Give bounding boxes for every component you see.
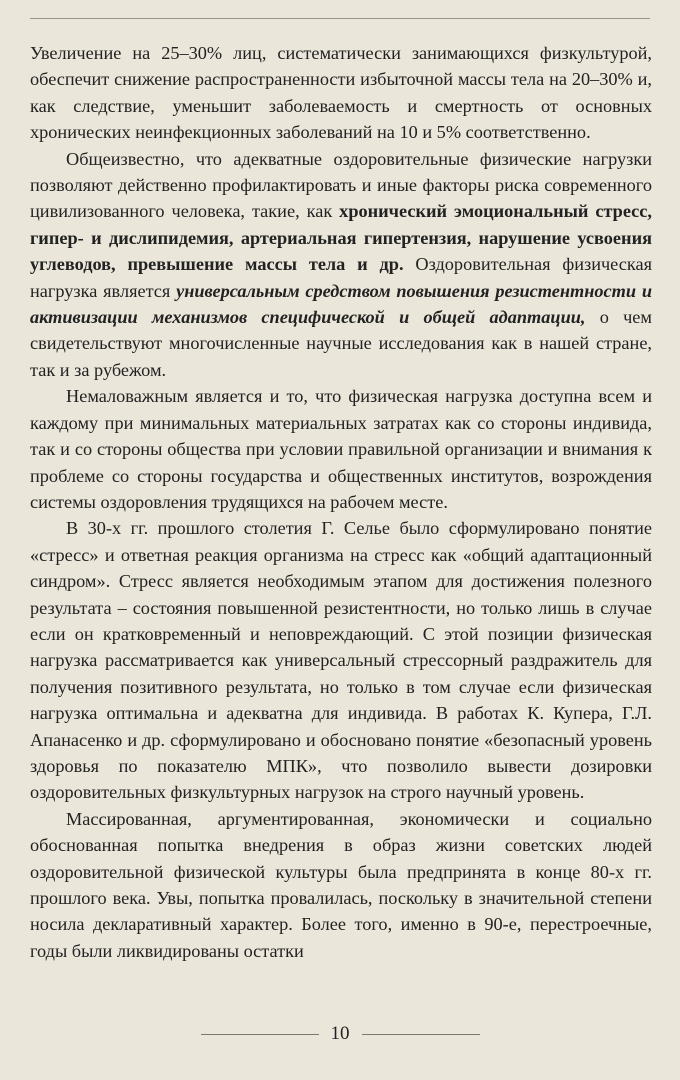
paragraph xyxy=(30,40,652,146)
page-number: 10 xyxy=(330,1023,350,1044)
footer-rule-right xyxy=(362,1034,480,1035)
paragraph xyxy=(30,146,652,384)
text-run: о чем свидетельствуют многочисленные научные исследования как в нашей стране, так и за рубежом. xyxy=(30,307,652,380)
text-run: Общеизвестно, что адекватные оздоровительные физические нагрузки позволяют действенно профилактировать и иные факторы риска современного цивилизованного человека, такие, как xyxy=(30,148,652,222)
page-footer xyxy=(0,1023,680,1045)
header-rule xyxy=(30,18,650,19)
text-run: Массированная, аргументированная, экономически и социально обоснованная попытка внедрения в образ жизни советских людей оздоровительной физической культуры была предпринята в конце 80-х гг. прошлого века. Увы, попытка провалилась, поскольку в значительной степени носила декларативный характер. Более того, именно в 90-е, перестроечные, годы были ликвидированы остатки xyxy=(30,808,652,961)
paragraph xyxy=(30,515,652,805)
text-run: В 30-х гг. прошлого столетия Г. Селье было сформулировано понятие «стресс» и ответная реакция организма на стресс как «общий адаптационный синдром». Стресс является необходимым этапом для достижения полезного результата – состояния повышенной резистентности, но только лишь в случае если он кратковременный и неповреждающий. С этой позиции физическая нагрузка рассматривается как универсальный стрессорный раздражитель для получения позитивного результата, но только в том случае если физическая нагрузка оптимальна и адекватна для индивида. В работах К. Купера, Г.Л. Апанасенко и др. сформулировано и обосновано понятие «безопасный уровень здоровья по показателю МПК», что позволило вывести дозировки оздоровительных физкультурных нагрузок на строго научный уровень. xyxy=(30,518,652,803)
bold-italic-text: универсальным средством повышения резистентности и активизации механизмов специфической и общей адаптации, xyxy=(30,280,652,328)
bold-text: хронический эмоциональный стресс, гипер- и дислипидемия, артериальная гипертензия, нарушение усвоения углеводов, превышение массы тела и др. xyxy=(30,201,652,275)
body-text xyxy=(30,40,652,964)
text-run: Увеличение на 25–30% лиц, систематически занимающихся физкультурой, обеспечит снижение распространенности избыточной массы тела на 20–30% и, как следствие, уменьшит заболеваемость и смертность от основных хронических неинфекционных заболеваний на 10 и 5% соответственно. xyxy=(30,43,652,143)
footer-rule-left xyxy=(201,1034,319,1035)
text-run: Немаловажным является и то, что физическая нагрузка доступна всем и каждому при минимальных материальных затратах как со стороны индивида, так и со стороны общества при условии правильной организации и внимания к проблеме со стороны государства и общественных институтов, возрождения системы оздоровления трудящихся на рабочем месте. xyxy=(30,386,652,512)
text-run: Оздоровительная физическая нагрузка является xyxy=(30,254,652,301)
paragraph xyxy=(30,383,652,515)
paragraph xyxy=(30,806,652,964)
